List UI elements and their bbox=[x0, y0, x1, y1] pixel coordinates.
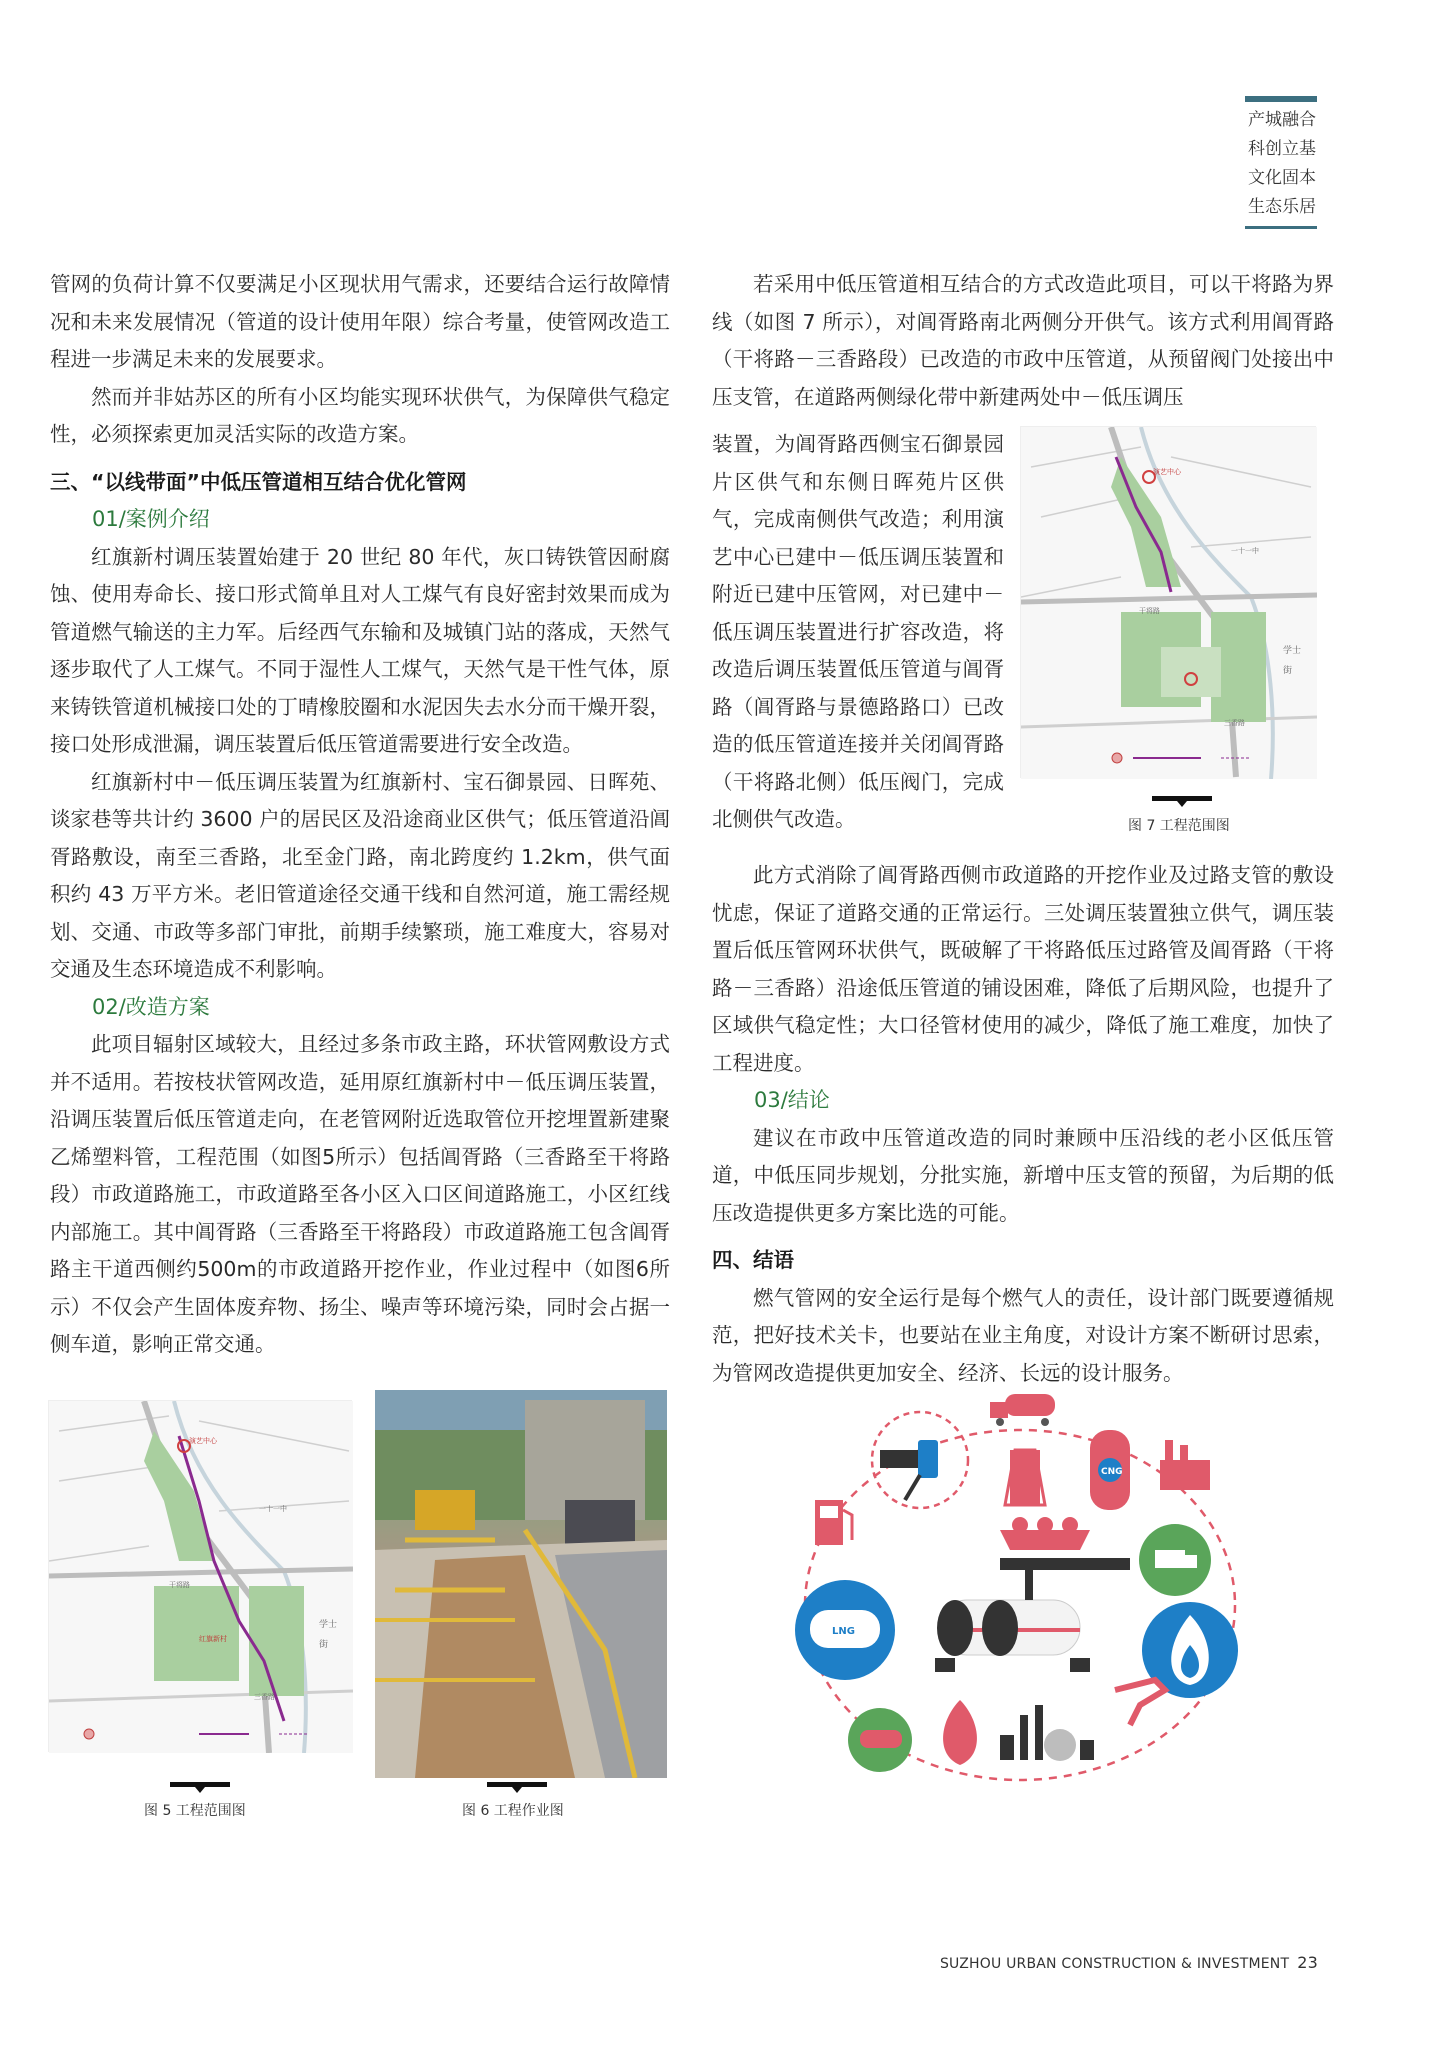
truck-circle bbox=[1139, 1524, 1211, 1596]
main-tank-truck-icon bbox=[935, 1558, 1130, 1672]
tanker-circle bbox=[848, 1708, 912, 1772]
plant-icon bbox=[1000, 1705, 1094, 1761]
figure-6-photo bbox=[375, 1390, 667, 1778]
gas-icons-illustration bbox=[760, 1390, 1280, 1810]
lng-tank-circle bbox=[795, 1580, 895, 1680]
figure-5-caption-bar bbox=[170, 1782, 230, 1787]
cng-label: CNG bbox=[1101, 1467, 1123, 1477]
paragraph: 然而并非姑苏区的所有小区均能实现环状供气，为保障供气稳定性，必须探索更加灵活实际的改造方案。 bbox=[50, 384, 670, 446]
left-column bbox=[50, 266, 670, 1364]
subsection-heading: 02/改造方案 bbox=[92, 994, 210, 1019]
flame-icon bbox=[943, 1700, 977, 1765]
paragraph: 此方式消除了阊胥路西侧市政道路的开挖作业及过路支管的敷设忧虑，保证了道路交通的正常运行。三处调压装置独立供气，调压装置后低压管网环状供气，既破解了干将路低压过路管及阊胥路（干将路－三香路）沿途低压管道的铺设困难，降低了后期风险，也提升了区域供气稳定性；大口径管材使用的减少，降低了施工难度，加快了工程进度。 bbox=[712, 863, 1334, 1075]
figure-5-caption: 图 5 工程范围图 bbox=[144, 1803, 246, 1819]
section-heading: 四、结语 bbox=[712, 1248, 794, 1272]
header-tag: 科创立基 bbox=[1248, 139, 1316, 159]
map-label-road: 三香路 bbox=[1224, 719, 1245, 727]
map-label-road: 三香路 bbox=[254, 1693, 275, 1701]
paragraph: 装置，为阊胥路西侧宝石御景园片区供气和东侧日晖苑片区供气，完成南侧供气改造；利用演艺中心已建中－低压调压装置和附近已建中压管网，对已建中－低压调压装置进行扩容改造，将改造后调压装置低压管道与阊胥路（阊胥路与景德路路口）已改造的低压管道连接并关闭阊胥路（干将路北侧）低压阀门，完成北侧供气改造。 bbox=[712, 432, 1004, 831]
factory-icon bbox=[1160, 1440, 1210, 1490]
journal-name: SUZHOU URBAN CONSTRUCTION & INVESTMENT bbox=[939, 1956, 1290, 1972]
header-tag: 文化固本 bbox=[1248, 168, 1316, 188]
map-label-center: 演艺中心 bbox=[1153, 468, 1181, 476]
map-label-place: 学士 bbox=[319, 1620, 338, 1630]
paragraph: 管网的负荷计算不仅要满足小区现状用气需求，还要结合运行故障情况和未来发展情况（管道的设计使用年限）综合考量，使管网改造工程进一步满足未来的发展要求。 bbox=[50, 272, 670, 371]
right-column-wrap bbox=[712, 426, 1004, 839]
map-label-road: 一十一中 bbox=[1231, 547, 1259, 555]
figure-7-caption: 图 7 工程范围图 bbox=[1128, 818, 1230, 834]
ship-icon bbox=[1000, 1517, 1090, 1550]
map-label-road: 一十一中 bbox=[259, 1505, 287, 1513]
figure-7-caption-bar bbox=[1152, 796, 1212, 801]
map-label-place: 街 bbox=[319, 1640, 329, 1650]
truck-icon bbox=[990, 1394, 1055, 1426]
paragraph: 红旗新村中－低压调压装置为红旗新村、宝石御景园、日晖苑、谈家巷等共计约 3600 户的居民区及沿途商业区供气；低压管道沿阊胥路敷设，南至三香路，北至金门路，南北跨度约 1.2km，供气面积约 43 万平方米。老旧管道途径交通干线和自然河道，施工需经规划、交通、市政等多部门审批，前期手续繁琐，施工难度大，容易对交通及生态环境造成不利影响。 bbox=[50, 769, 670, 981]
figure-5-map bbox=[48, 1400, 352, 1752]
map-label-place: 学士 bbox=[1283, 646, 1302, 656]
page-footer bbox=[940, 1953, 1318, 1972]
right-column-top bbox=[712, 266, 1334, 416]
paragraph: 红旗新村调压装置始建于 20 世纪 80 年代，灰口铸铁管因耐腐蚀、使用寿命长、接口形式简单且对人工煤气有良好密封效果而成为管道燃气输送的主力军。后经西气东输和及城镇门站的落成，天然气逐步取代了人工煤气。不同于湿性人工煤气，天然气是干性气体，原来铸铁管道机械接口处的丁晴橡胶圈和水泥因失去水分而干燥开裂，接口处形成泄漏，调压装置后低压管道需要进行安全改造。 bbox=[50, 544, 670, 756]
subsection-heading: 01/案例介绍 bbox=[92, 507, 210, 531]
header-rule-bottom bbox=[1245, 226, 1317, 229]
header-tag: 生态乐居 bbox=[1248, 197, 1316, 217]
cng-cylinder-icon bbox=[1090, 1430, 1130, 1510]
page-number: 23 bbox=[1297, 1953, 1318, 1972]
refinery-icon bbox=[1005, 1450, 1045, 1505]
map-graphic bbox=[1021, 427, 1317, 779]
lng-label: LNG bbox=[832, 1626, 855, 1637]
paragraph: 此项目辐射区域较大，且经过多条市政主路，环状管网敷设方式并不适用。若按枝状管网改造，延用原红旗新村中－低压调压装置，沿调压装置后低压管道走向，在老管网附近选取管位开挖埋置新建聚乙烯塑料管，工程范围（如图5所示）包括阊胥路（三香路至干将路段）市政道路施工，市政道路至各小区入口区间道路施工，小区红线内部施工。其中阊胥路（三香路至干将路段）市政道路施工包含阊胥路主干道西侧约500m的市政道路开挖作业，作业过程中（如图6所示）不仅会产生固体废弃物、扬尘、噪声等环境污染，同时会占据一侧车道，影响正常交通。 bbox=[50, 1032, 670, 1356]
header-tags bbox=[1248, 106, 1316, 222]
paragraph: 建议在市政中压管道改造的同时兼顾中压沿线的老小区低压管道，中低压同步规划，分批实施，新增中压支管的预留，为后期的低压改造提供更多方案比选的可能。 bbox=[712, 1125, 1334, 1225]
figure-6-caption-bar bbox=[487, 1782, 547, 1787]
header-tag: 产城融合 bbox=[1248, 110, 1316, 130]
map-label-road: 干将路 bbox=[1139, 607, 1160, 615]
right-column-bottom bbox=[712, 857, 1334, 1392]
fuel-pump-icon bbox=[815, 1500, 852, 1545]
paragraph: 若采用中低压管道相互结合的方式改造此项目，可以干将路为界线（如图 7 所示），对阊胥路南北两侧分开供气。该方式利用阊胥路（干将路－三香路段）已改造的市政中压管道，从预留阀门处接出中压支管，在道路两侧绿化带中新建两处中－低压调压 bbox=[712, 272, 1334, 409]
subsection-heading: 03/结论 bbox=[754, 1088, 830, 1112]
map-label-center: 演艺中心 bbox=[189, 1437, 217, 1445]
illustration-graphic bbox=[760, 1390, 1280, 1810]
section-heading: 三、“以线带面”中低压管道相互结合优化管网 bbox=[50, 469, 467, 494]
header-rule-top bbox=[1245, 96, 1317, 102]
map-graphic bbox=[49, 1401, 353, 1753]
gas-nozzle-icon bbox=[1115, 1680, 1165, 1725]
map-label-place: 街 bbox=[1283, 666, 1293, 676]
figure-7-map bbox=[1020, 426, 1316, 778]
paragraph: 燃气管网的安全运行是每个燃气人的责任，设计部门既要遵循规范，把好技术关卡，也要站在业主角度，对设计方案不断研讨思索，为管网改造提供更加安全、经济、长远的设计服务。 bbox=[712, 1285, 1334, 1385]
map-label-place: 红旗新村 bbox=[199, 1635, 227, 1643]
figure-6-caption: 图 6 工程作业图 bbox=[462, 1803, 564, 1819]
map-label-road: 干将路 bbox=[169, 1581, 190, 1589]
construction-photo bbox=[375, 1390, 667, 1778]
